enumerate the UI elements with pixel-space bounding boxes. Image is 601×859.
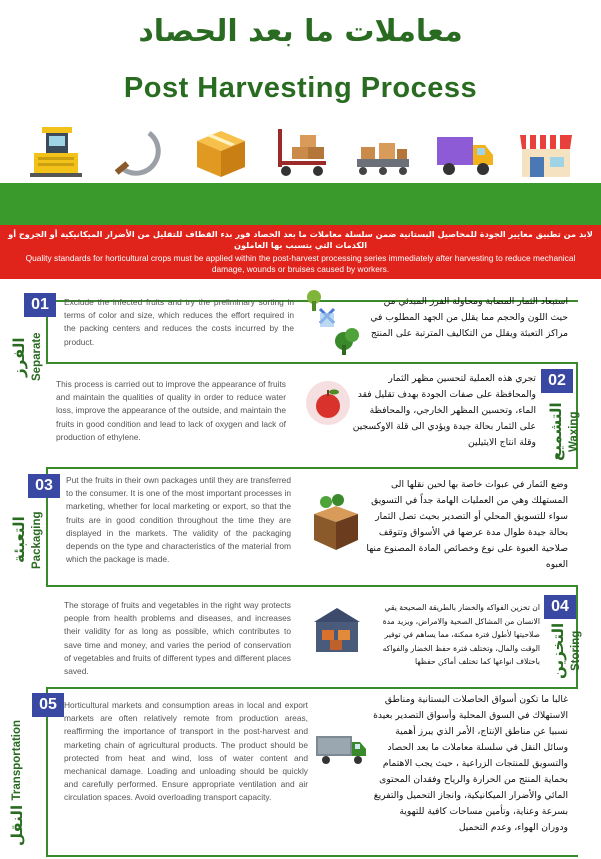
conveyor-icon bbox=[353, 127, 413, 184]
step-label-en: Packaging bbox=[31, 511, 43, 569]
banner-english: Quality standards for horticultural crops must be applied within the post-harvest processing series immediately after harvesting to reduce mechanical damage, wounds or bruises caused by workers. bbox=[25, 253, 576, 274]
step-text-ar-02: تجري هذه العملية لتحسين مظهر الثمار والمحافظة على صفات الجودة بهدف تقليل فقد الماء، وتحسين المظهر الخارجي، والمحافظة على الثمار بحالة جيدة ويؤدي الى قلة الاوكسجين وقلة انتاج الايثيلين bbox=[352, 373, 536, 448]
market-icon bbox=[516, 127, 576, 184]
step-label-03 bbox=[10, 502, 50, 578]
step-number-03: 03 bbox=[28, 474, 60, 498]
produce-box-icon bbox=[304, 492, 364, 552]
step-text-ar-03: وضع الثمار في عبوات خاصة بها لحين نقلها الى المستهلك وهي من العمليات الهامة جداً في التسويق سواء للتسويق المحلي أو التصدير بحيث تصل الثمار بحالة جيدة طوال مدة عرضها في الأسواق وتتوقف صلاحية العبوة على نوع وخصائص المادة المصنوع منها العبوه bbox=[366, 479, 568, 570]
step-label-05 bbox=[8, 718, 52, 848]
step-label-ar: التشميع bbox=[547, 402, 565, 462]
vegetables-sorting-icon bbox=[300, 289, 362, 357]
step-number-05: 05 bbox=[32, 693, 64, 717]
page-title-english: Post Harvesting Process bbox=[123, 72, 478, 104]
step-number-01: 01 bbox=[24, 293, 56, 317]
step-label-ar: النقل bbox=[8, 804, 26, 847]
step-label-ar: التعبئة bbox=[10, 516, 28, 564]
step-text-en-04: The storage of fruits and vegetables in the right way protects people from health problems and diseases, and increases their validity for as long as possible, which contributes to save time and money, and varies the period of conservation of vegetables and fruits of different types and different places saved. bbox=[64, 600, 291, 677]
warehouse-icon bbox=[310, 604, 364, 654]
banner-arabic: لابد من تطبيق معايير الجودة للمحاصيل البستانية ضمن سلسلة معاملات ما بعد الحصاد فور بدء القطاف للتقليل من الأضرار الميكانيكية أو الجروح أو الكدمات التي يتسبب بها العاملون bbox=[8, 229, 593, 250]
step-label-04 bbox=[549, 620, 589, 682]
step-text-en-05: Horticultural markets and consumption areas in local and export markets are often relatively remote from production areas, reaffirming the importance of transport in the post-harvest and marketing chain of agricultural products. The product should be protected from heat and wind, loss of water content and mechanical damage. Loading and unloading should be quickly and carefully performed. Ensure appropriate ventilation and air circulation spaces. Avoid overloading transport capacity. bbox=[64, 700, 308, 803]
step-number-04: 04 bbox=[544, 595, 576, 619]
trolley-icon bbox=[272, 127, 332, 184]
green-band bbox=[0, 183, 601, 225]
step-label-ar: التخزين bbox=[549, 622, 567, 680]
step-label-ar: الفرز bbox=[10, 337, 28, 377]
step-label-01 bbox=[10, 322, 50, 392]
sickle-icon bbox=[109, 127, 169, 184]
truck-icon bbox=[435, 127, 495, 184]
step-number-02: 02 bbox=[541, 369, 573, 393]
quality-banner bbox=[0, 225, 601, 279]
box-icon bbox=[191, 127, 251, 184]
header-icons-row bbox=[28, 130, 576, 184]
step-label-02 bbox=[547, 396, 587, 468]
apple-icon bbox=[305, 380, 351, 426]
harvester-icon bbox=[28, 127, 88, 184]
page-title-arabic: معاملات ما بعد الحصاد bbox=[138, 14, 463, 49]
step-text-ar-05: غالبا ما تكون أسواق الحاصلات البستانية ومناطق الاستهلاك في السوق المحلية وأسواق التصدير بعيدة نسبيا عن مناطق الإنتاج، الأمر الذي يبرز أهمية وسائل النقل في سلسلة معاملات ما بعد الحصاد والتسويق للمنتجات الزراعية ، حيث يجب الاهتمام بحماية المنتج من الحرارة والرياح وفقدان المحتوى المائي والأضرار الميكانيكية، وانجاز التحميل والتفريغ بسرعة وعناية، وتأمين مساحات كافية للتهوية ودوران الهواء، وعدم التحميل bbox=[373, 694, 568, 833]
step-text-ar-04: ان تخزين الفواكه والخضار بالطريقة الصحيحة يقي الانسان من المشاكل الصحية والامراض، ويزيد مدة صلاحيتها لأطول فترة ممكنة، مما يساهم في توفير الوقت والمال، وتختلف فترة حفظ الخضار والفواكه باختلاف انواعها كما تختلف أماكن حفظها bbox=[382, 603, 540, 667]
lorry-icon bbox=[314, 732, 368, 766]
step-text-en-02: This process is carried out to improve the appearance of fruits and maintain the qualities of quality in order to reduce water loss, improve the appearance of the outside, and maintain the fruits in good condition and lead to lack of oxygen and lack of production of ethylene. bbox=[56, 379, 286, 442]
step-text-ar-01: استبعاد الثمار المصابة ومحاولة الفرز المبدئي من حيث اللون والحجم مما يقلل من الجهد المطلوب في مراكز التعبئة ويقلل من التكاليف المترتبة على المنتج bbox=[370, 296, 568, 339]
step-label-en: Storing bbox=[570, 630, 582, 672]
step-text-en-01: Exclude the infected fruits and try the preliminary sorting in terms of color and size, which reduces the effort required in the packing centers and reduces the costs incurred by the product. bbox=[64, 297, 294, 347]
step-label-en: Transportation bbox=[11, 719, 23, 801]
step-text-en-03: Put the fruits in their own packages until they are transferred to the consumer. It is one of the most important processes in marketing, whether for local marketing or export, so that the fruits are in good condition throughout the time they are displayed in the markets. The validity of the packaging depends on the type and characteristics of the material from which the package is made. bbox=[66, 475, 291, 565]
step-label-en: Waxing bbox=[568, 411, 580, 453]
step-label-en: Separate bbox=[31, 332, 43, 382]
